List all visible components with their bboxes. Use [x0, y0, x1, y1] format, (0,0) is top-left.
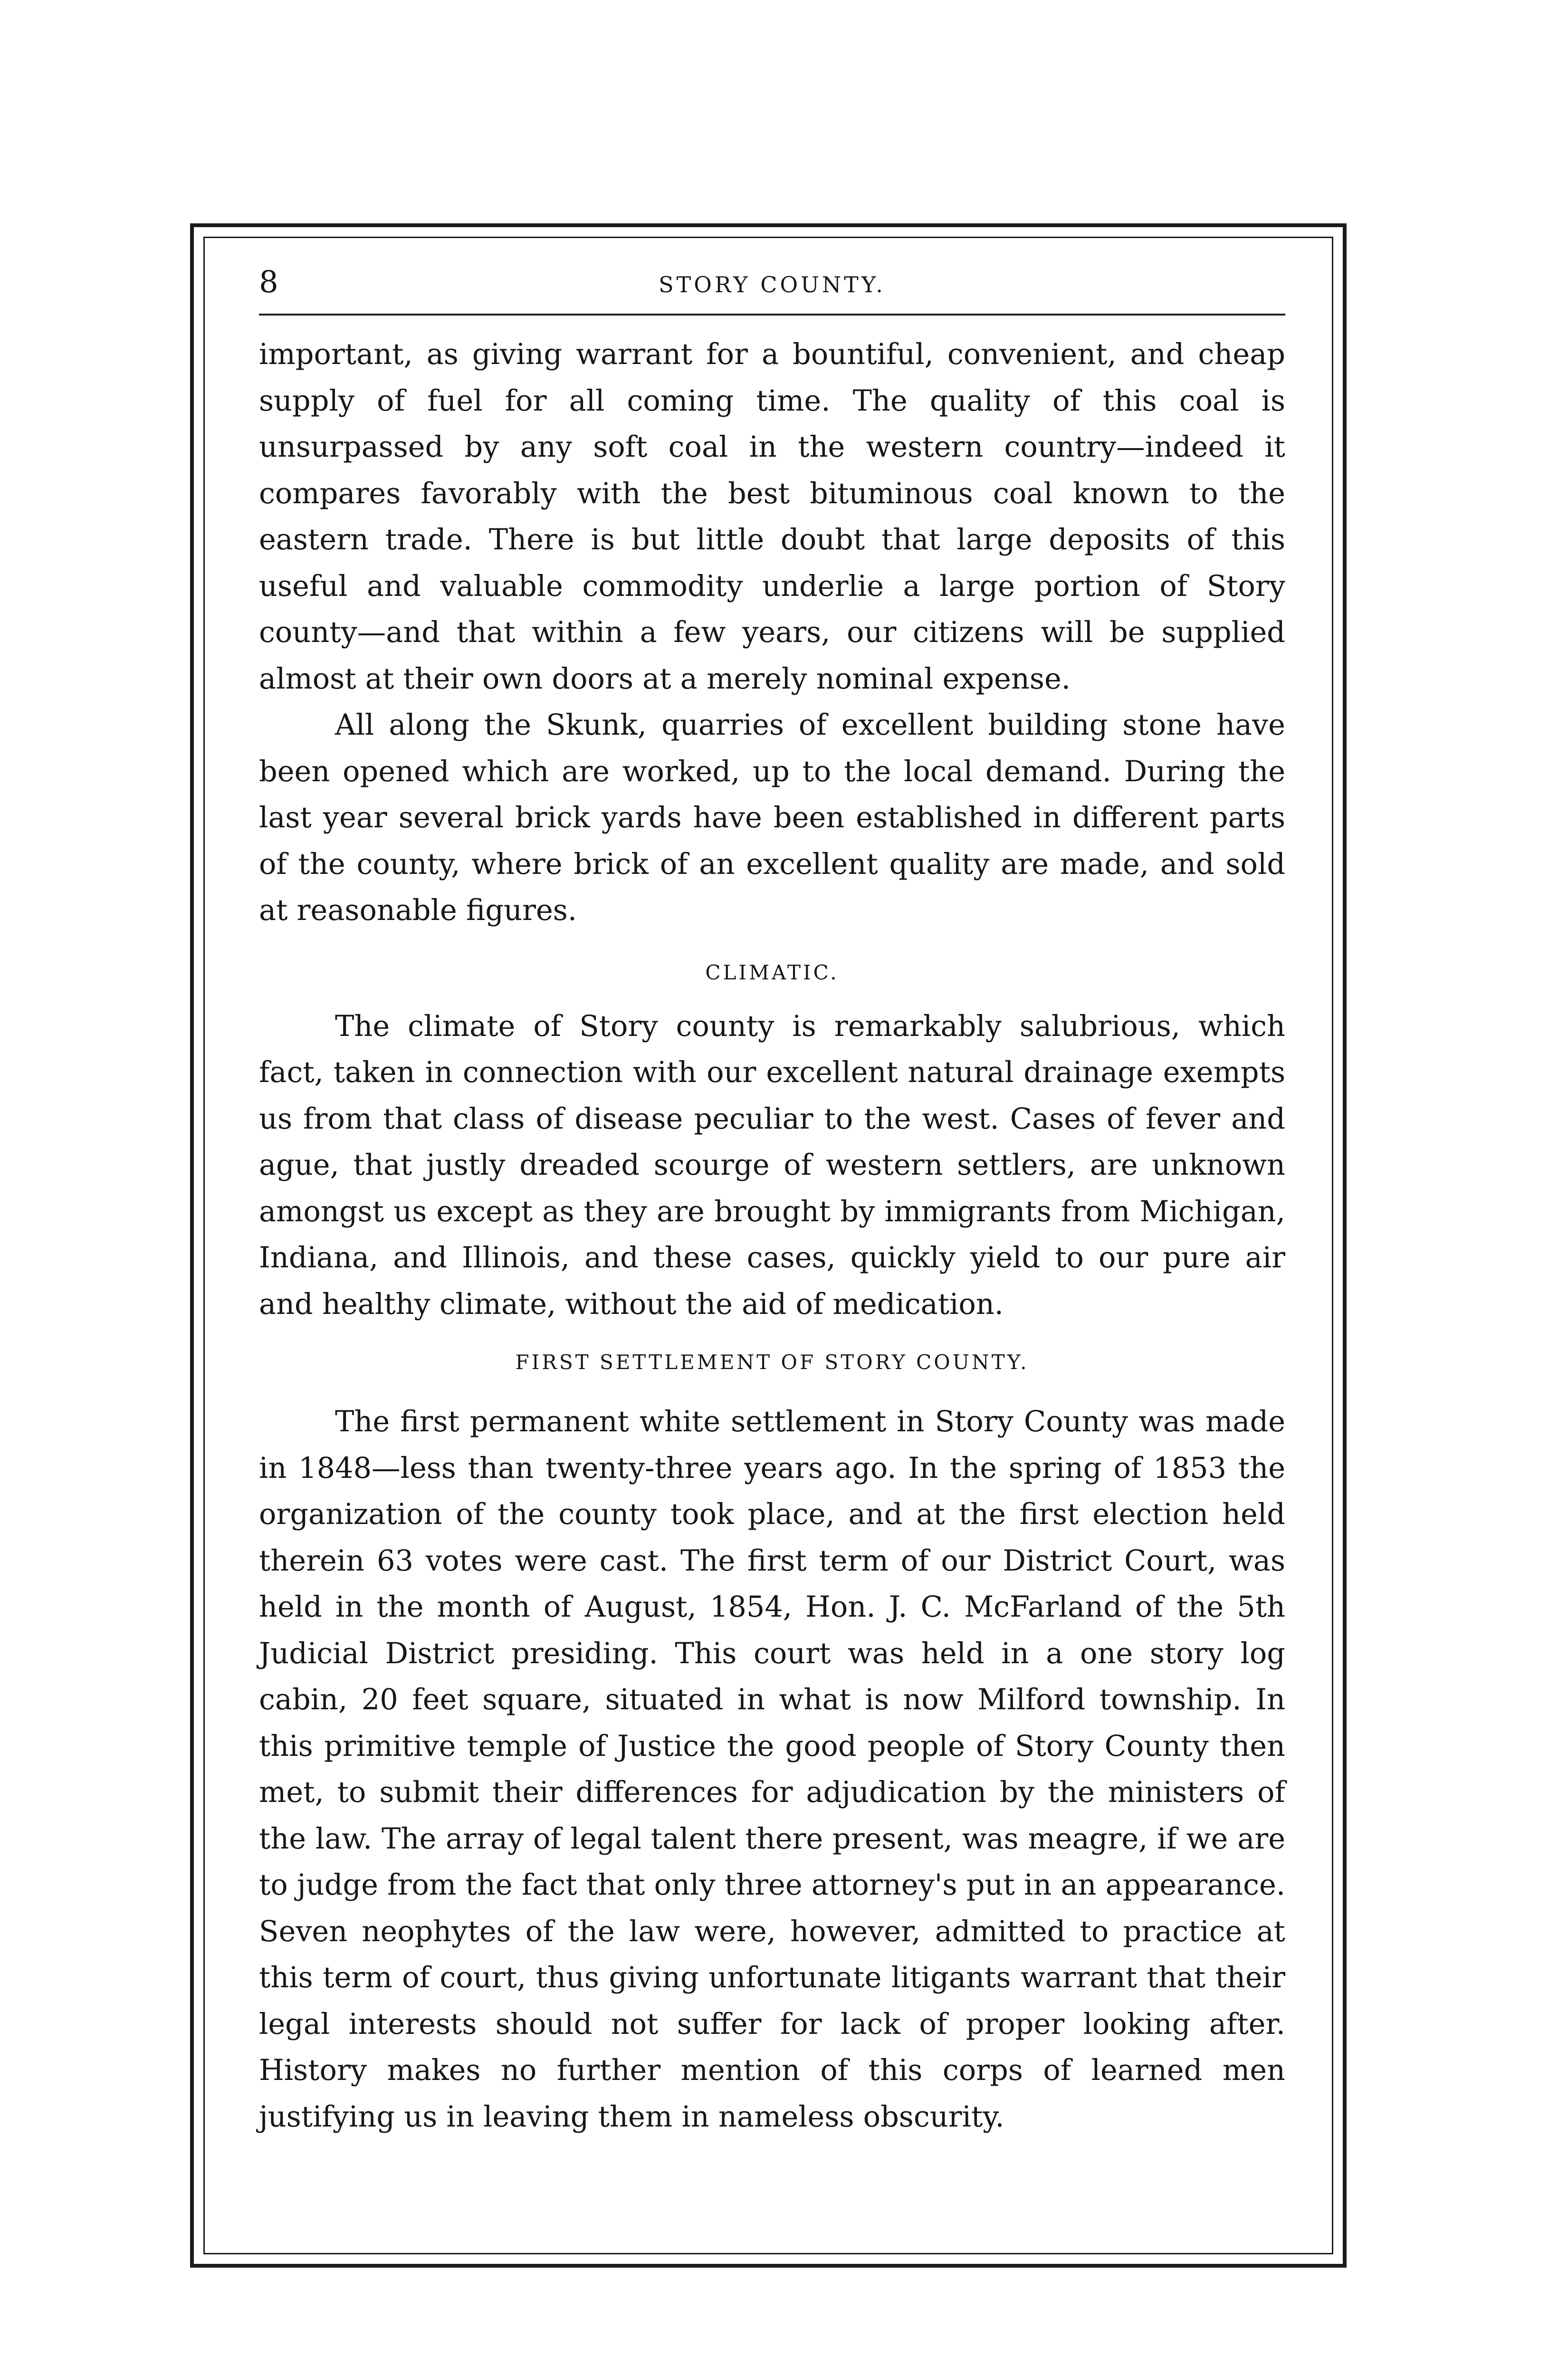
page-content	[259, 257, 1285, 2140]
running-head	[259, 257, 1285, 314]
paragraph-building-stone: All along the Skunk, quarries of excellent building stone have been opened which are worked, up to the local demand. During the last year several brick yards have been established in different parts of the county, where brick of an excellent quality are made, and sold at reasonable figures.	[259, 709, 1285, 927]
running-title: STORY COUNTY.	[659, 272, 886, 297]
header-divider	[259, 314, 1285, 316]
page-number: 8	[259, 265, 278, 300]
heading-climatic: CLIMATIC.	[705, 960, 839, 984]
heading-first-settlement: FIRST SETTLEMENT OF STORY COUNTY.	[515, 1351, 1029, 1374]
paragraph-first-settlement: The first permanent white settlement in Story County was made in 1848—less than twenty-three years ago. In the spring of 1853 the organization of the county took place, and at the first election held therein 63 votes were cast. The first term of our District Court, was held in the month of August, 1854, Hon. J. C. McFarland of the 5th Judicial District presiding. This court was held in a one story log cabin, 20 feet square, situated in what is now Milford township. In this primitive temple of Justice the good people of Story County then met, to submit their differences for adjudication by the ministers of the law. The array of legal talent there present, was meagre, if we are to judge from the fact that only three attorney's put in an appearance. Seven neophytes of the law were, however, admitted to practice at this term of court, thus giving unfortunate litigants warrant that their legal interests should not suffer for lack of proper looking after. History makes no further mention of this corps of learned men justifying us in leaving them in nameless obscurity.	[259, 1405, 1286, 2134]
paragraph-climate: The climate of Story county is remarkably salubrious, which fact, taken in connection with our excellent natural drainage exempts us from that class of disease peculiar to the west. Cases of fever and ague, that justly dreaded scourge of western settlers, are unknown amongst us except as they are brought by immigrants from Michigan, Indiana, and Illinois, and these cases, quickly yield to our pure air and healthy climate, without the aid of medication.	[259, 1009, 1285, 1321]
paragraph-coal: important, as giving warrant for a bountiful, convenient, and cheap supply of fuel for all coming time. The quality of this coal is unsurpassed by any soft coal in the western country—indeed it compares favorably with the best bituminous coal known to the eastern trade. There is but little doubt that large deposits of this useful and valuable commodity underlie a large portion of Story county—and that within a few years, our citizens will be supplied almost at their own doors at a merely nominal expense.	[259, 338, 1285, 696]
